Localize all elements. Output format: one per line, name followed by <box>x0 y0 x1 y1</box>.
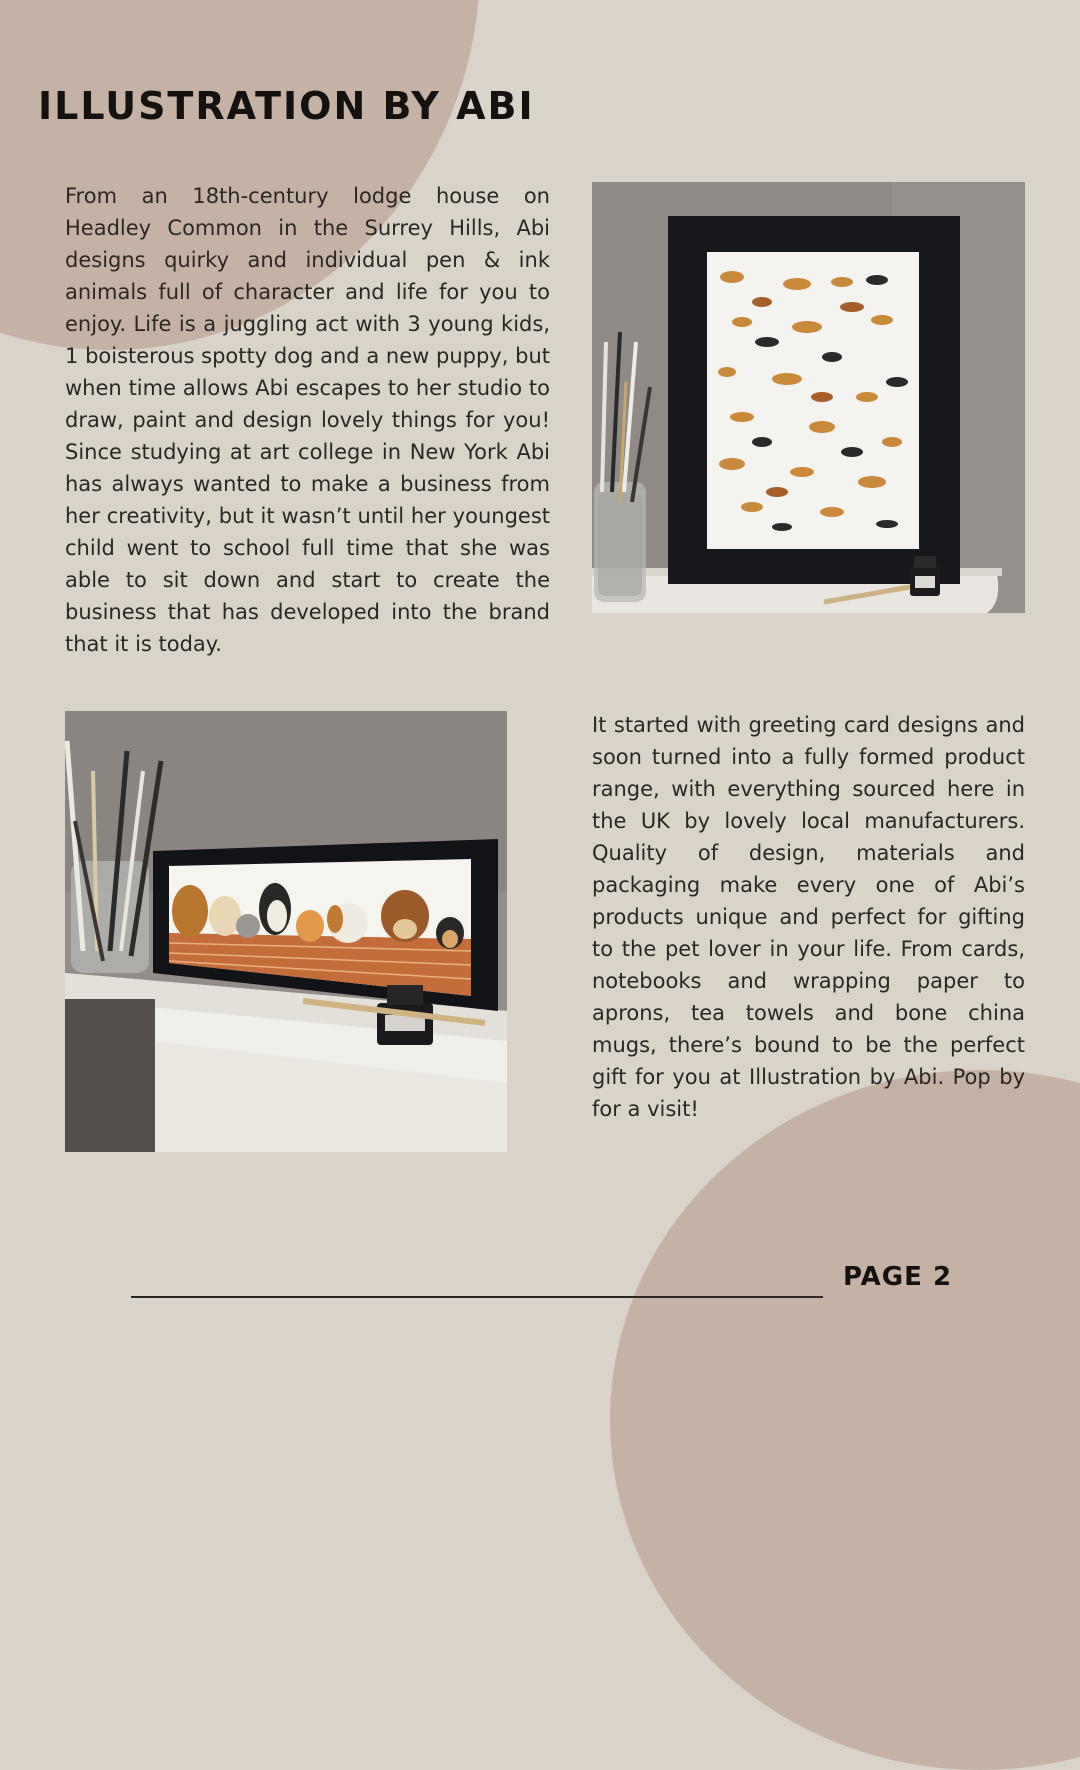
footer-divider <box>131 1296 823 1298</box>
photo-framed-dog-breeds-print <box>592 182 1025 613</box>
photo-framed-dogs-on-wall-print <box>65 711 507 1152</box>
framed-print-illustration <box>592 182 1025 613</box>
panoramic-print-illustration <box>65 711 507 1152</box>
intro-paragraph: From an 18th-century lodge house on Headley Common in the Surrey Hills, Abi designs quirky and individual pen & ink animals full of character and life for you to enjoy. Life is a juggling act with 3 young kids, 1 boisterous spotty dog and a new puppy, but when time allows Abi escapes to her studio to draw, paint and design lovely things for you! Since studying at art college in New York Abi has always wanted to make a business from her creativity, but it wasn’t until her youngest child went to school full time that she was able to sit down and start to create the business that has developed into the brand that it is today. <box>65 184 550 656</box>
page-number: PAGE 2 <box>843 1262 953 1292</box>
page-title: ILLUSTRATION BY ABI <box>38 84 535 128</box>
decorative-blob-bottom <box>610 1070 1080 1770</box>
product-paragraph: It started with greeting card designs and soon turned into a fully formed product range, with everything sourced here in the UK by lovely local manufacturers. Quality of design, materials and packaging make every one of Abi’s products unique and perfect for gifting to the pet lover in your life. From cards, notebooks and wrapping paper to aprons, tea towels and bone china mugs, there’s bound to be the perfect gift for you at Illustration by Abi. Pop by for a visit! <box>592 713 1025 1121</box>
